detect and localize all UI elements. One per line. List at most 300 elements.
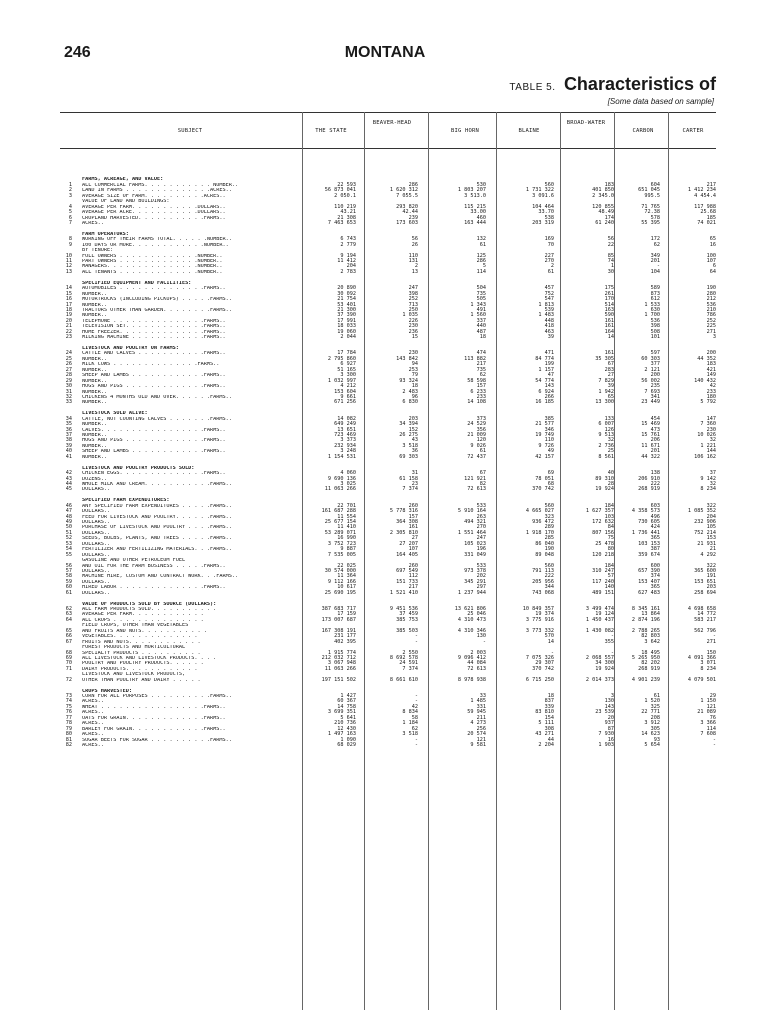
cell-value: 3 300	[340, 372, 356, 379]
cell-value: 463	[544, 328, 554, 335]
row-label: ALL COMMERCIAL FARMS. . . . . . . . . . . NUMBER..	[82, 182, 239, 188]
cell-value: 16	[607, 736, 614, 743]
cell-value: 1 035	[402, 312, 418, 319]
cell-value: 536	[650, 317, 660, 324]
cell-value: 2 204	[538, 741, 554, 748]
cell-value: 39	[607, 383, 614, 390]
cell-value: 217	[476, 361, 486, 368]
cell-value: 151 733	[396, 578, 418, 585]
cell-value: 61	[653, 693, 660, 699]
row-label: PART OWNERS . . . . . . . . . . . . .NUMBER..	[82, 259, 223, 264]
row-number: 54	[65, 546, 72, 553]
cell-value: 191	[706, 573, 716, 580]
cell-value: 172	[650, 236, 660, 243]
cell-value: 491	[476, 306, 486, 313]
cell-value: 590	[604, 312, 614, 319]
cell-value: 239	[408, 214, 418, 221]
cell-value: 837	[544, 698, 554, 705]
cell-value: 280	[706, 290, 716, 297]
cell-value: 120	[476, 437, 486, 444]
cell-value: 331	[476, 703, 486, 710]
row-number: 23	[65, 334, 72, 341]
cell-value: 212	[706, 296, 716, 303]
cell-value: 24 591	[399, 660, 418, 667]
cell-value: 260	[408, 502, 418, 509]
row-label: SPECIFIED FARM EXPENDITURES:	[82, 498, 170, 504]
cell-value: 76	[709, 714, 716, 721]
cell-value: 217	[408, 584, 418, 591]
cell-value: 649 249	[334, 421, 356, 428]
row-number: 79	[65, 725, 72, 732]
row-label: DOLLARS..	[82, 568, 111, 574]
cell-value: 23 539	[595, 709, 614, 716]
cell-value: 1 427	[340, 693, 356, 699]
cell-value: 197 151 502	[321, 676, 356, 683]
cell-value: 29	[709, 693, 716, 699]
cell-value: 1 150	[700, 698, 716, 705]
cell-value: 183	[706, 361, 716, 368]
cell-value: 59 945	[467, 709, 486, 716]
cell-value: 56 002	[641, 377, 660, 384]
cell-value: 1 700	[644, 312, 660, 319]
cell-value: 786	[706, 312, 716, 319]
cell-value: 82	[479, 480, 486, 487]
cell-value: 4 060	[340, 470, 356, 477]
cell-value: 247	[476, 535, 486, 542]
cell-value: 36	[411, 448, 418, 455]
cell-value: 325	[650, 703, 660, 710]
cell-value: 185	[706, 214, 716, 221]
cell-value: 13 300	[595, 399, 614, 406]
cell-value: 69	[547, 470, 554, 477]
cell-value: 374	[650, 573, 660, 580]
cell-value: 1 620 312	[389, 187, 418, 194]
cell-value: 126	[604, 426, 614, 433]
row-label: FIELD CROPS, OTHER THAN VEGETABLES	[82, 623, 189, 629]
cell-value: 43	[411, 437, 418, 444]
cell-value: 19 924	[595, 486, 614, 493]
cell-value: 8 234	[700, 665, 716, 672]
cell-value: 14 108	[467, 399, 486, 406]
row-label: DOLLARS..	[82, 509, 111, 515]
cell-value: 17 159	[337, 611, 356, 618]
cell-value: 536	[706, 301, 716, 308]
row-number: 51	[65, 529, 72, 536]
cell-value: 7 360	[700, 421, 716, 428]
column-header-bighorn: BIG HORN	[450, 128, 480, 134]
cell-value: 32	[607, 437, 614, 444]
row-number: 30	[65, 383, 72, 390]
cell-value: 1 090	[340, 736, 356, 743]
cell-value: 7 374	[402, 665, 418, 672]
cell-value: 4 310 346	[457, 627, 486, 634]
row-label: NUMBER..	[82, 356, 107, 362]
row-number: 42	[65, 470, 72, 477]
cell-value: 62	[653, 241, 660, 248]
cell-value: 3 499 474	[585, 606, 614, 612]
row-label: ALL FARM PRODUCTS SOLD. . . . . . . . . . .	[82, 607, 217, 612]
cell-value: 164	[604, 328, 614, 335]
cell-value: 120 218	[592, 551, 614, 558]
cell-value: 143	[604, 703, 614, 710]
cell-value: 252	[408, 296, 418, 303]
cell-value: 1	[610, 263, 614, 270]
cell-value: 570	[544, 633, 554, 640]
column-header-subject: SUBJECT	[177, 128, 203, 134]
row-number: 67	[65, 638, 72, 645]
cell-value: 55 395	[641, 219, 660, 226]
data-table-body	[60, 172, 716, 748]
row-number: 33	[65, 399, 72, 406]
row-label: NUMBER..	[82, 367, 107, 373]
cell-value: 752 214	[694, 529, 716, 536]
cell-value: 8 561	[598, 453, 614, 460]
cell-value: 34 394	[399, 421, 418, 428]
cell-value: 174	[604, 214, 614, 221]
cell-value: 1 430 082	[585, 627, 614, 634]
cell-value: 385 503	[396, 627, 418, 634]
cell-value: 28	[607, 480, 614, 487]
cell-value: 2 788 265	[631, 627, 660, 634]
cell-value: 23	[411, 480, 418, 487]
cell-value: 19 124	[595, 611, 614, 618]
row-label: DOLLARS..	[82, 530, 111, 536]
cell-value: 4 698 658	[687, 606, 716, 612]
cell-value: 232 906	[694, 519, 716, 525]
cell-value: 370 742	[532, 486, 554, 493]
cell-value: 4 310 473	[457, 616, 486, 623]
row-number: 52	[65, 535, 72, 542]
cell-value: 1 803 207	[457, 187, 486, 194]
cell-value: 130	[476, 633, 486, 640]
cell-value: -	[712, 741, 716, 748]
row-number: 56	[65, 562, 72, 569]
cell-value: 539	[544, 306, 554, 313]
cell-value: 230	[408, 323, 418, 330]
cell-value: 1 343	[470, 301, 486, 308]
row-label: NUMBER..	[82, 443, 107, 449]
row-label: CROPLAND HARVESTED. . . . . . . . . . .FARMS..	[82, 215, 226, 221]
cell-value: 256	[476, 725, 486, 732]
cell-value: 289	[544, 524, 554, 531]
cell-value: -	[656, 263, 660, 270]
cell-value: 3 071	[700, 660, 716, 667]
cell-value: 62	[411, 725, 418, 732]
cell-value: 365	[650, 584, 660, 591]
row-label: OATS FOR GRAIN. . . . . . . . . . . . .FARMS..	[82, 715, 226, 721]
cell-value: 117 240	[592, 578, 614, 585]
cell-value: 3 513.0	[464, 192, 486, 199]
cell-value: 199	[544, 361, 554, 368]
cell-value: 140 432	[694, 377, 716, 384]
cell-value: 34 300	[595, 660, 614, 667]
cell-value: 365 600	[694, 567, 716, 574]
cell-value: 402 395	[334, 638, 356, 645]
cell-value: 1 085 352	[687, 508, 716, 515]
cell-value: -	[414, 736, 418, 743]
row-number: 60	[65, 584, 72, 591]
row-label: TRACTORS OTHER THAN GARDEN. . . . . . . .FARMS..	[82, 307, 232, 313]
cell-value: 473	[650, 426, 660, 433]
row-number: 50	[65, 524, 72, 531]
cell-value: 19 749	[535, 432, 554, 438]
cell-value: 44 352	[697, 355, 716, 362]
cell-value: 271	[706, 328, 716, 335]
cell-value: 72 613	[467, 486, 486, 493]
row-label: VALUE OF LAND AND BUILDINGS:	[82, 199, 170, 205]
cell-value: 18	[479, 334, 486, 341]
cell-value: 173 603	[396, 219, 418, 226]
cell-value: 84 774	[535, 355, 554, 362]
cell-value: 100	[706, 252, 716, 259]
cell-value: 44 084	[467, 660, 486, 667]
cell-value: 25 478	[595, 540, 614, 547]
row-number: 12	[65, 263, 72, 270]
cell-value: 1 237 944	[457, 589, 486, 596]
cell-value: 54 774	[535, 377, 554, 384]
cell-value: 3 773 332	[525, 627, 554, 634]
row-number: 38	[65, 437, 72, 444]
cell-value: 286	[476, 258, 486, 264]
cell-value: 713	[408, 301, 418, 308]
cell-value: -	[610, 649, 614, 656]
cell-value: 1 412 234	[687, 187, 716, 194]
cell-value: 121	[706, 703, 716, 710]
cell-value: 53 401	[337, 301, 356, 308]
cell-value: 6 830	[402, 399, 418, 406]
cell-value: 72 613	[467, 665, 486, 672]
cell-value: -	[610, 633, 614, 640]
row-number: 75	[65, 703, 72, 710]
cell-value: 61	[547, 268, 554, 275]
cell-value: 78 051	[535, 475, 554, 482]
cell-value: 15 469	[641, 421, 660, 428]
row-number: 34	[65, 415, 72, 422]
cell-value: 104	[650, 268, 660, 275]
cell-value: 15	[411, 334, 418, 341]
row-label: TELEVISION SET. . . . . . . . . . . . .FARMS..	[82, 324, 226, 330]
cell-value: 5 778 316	[389, 508, 418, 515]
row-number: 7	[68, 219, 72, 226]
row-number: 21	[65, 323, 72, 330]
row-number: 37	[65, 432, 72, 438]
cell-value: 143	[544, 383, 554, 390]
cell-value: 227	[544, 252, 554, 259]
row-number: 22	[65, 328, 72, 335]
cell-value: 322	[706, 502, 716, 509]
cell-value: 21 577	[535, 421, 554, 428]
row-label: ANY SPECIFIED FARM EXPENDITURES . . . . .FARMS..	[82, 503, 232, 509]
row-label: AUTOMOBILES . . . . . . . . . . . . . .FARMS..	[82, 286, 226, 292]
row-number: 3	[68, 192, 72, 199]
row-label: NUMBER..	[82, 400, 107, 406]
row-label: AVERAGE SIZE OF FARM. . . . . . . . . .ACRES..	[82, 193, 226, 199]
cell-value: 163	[604, 306, 614, 313]
cell-value: 79	[411, 372, 418, 379]
cell-value: 1 731 322	[525, 187, 554, 194]
row-label: VEGETABLES. . . . . . . . . . . . . .	[82, 634, 198, 640]
cell-value: 268 919	[638, 665, 660, 672]
top-rule	[60, 112, 716, 113]
cell-value: 103	[604, 513, 614, 520]
row-number: 49	[65, 519, 72, 525]
cell-value: 21 308	[337, 214, 356, 221]
cell-value: 183	[604, 181, 614, 188]
cell-value: 101	[650, 334, 660, 341]
row-number: 80	[65, 731, 72, 738]
cell-value: 440	[476, 323, 486, 330]
cell-value: 341	[650, 393, 660, 400]
column-header-blaine: BLAINE	[518, 128, 540, 134]
cell-value: 48.49	[598, 209, 614, 216]
cell-value: 196	[476, 546, 486, 553]
row-label: PURCHASE OF LIVESTOCK AND POULTRY . . . .FARMS..	[82, 525, 232, 531]
cell-value: 2 345.0	[592, 192, 614, 199]
cell-value: 104 464	[532, 203, 554, 210]
cell-value: 29 307	[535, 660, 554, 667]
row-number: 14	[65, 285, 72, 292]
cell-value: 105 023	[464, 540, 486, 547]
row-label: ACRES..	[82, 710, 104, 716]
cell-value: 58	[411, 714, 418, 721]
row-number: 13	[65, 268, 72, 275]
cell-value: 258 694	[694, 589, 716, 596]
cell-value: 93	[653, 736, 660, 743]
cell-value: 3 518	[402, 442, 418, 449]
cell-value: 21 931	[697, 540, 716, 547]
cell-value: 22	[607, 241, 614, 248]
row-label: 100 DAYS OR MORE. . . . . . . . . . . .NUMBER..	[82, 242, 229, 248]
cell-value: 40	[607, 470, 614, 477]
row-number: 61	[65, 589, 72, 596]
cell-value: 385 753	[396, 616, 418, 623]
row-number: 66	[65, 633, 72, 640]
row-label: WHOLE MILK AND CREAM. . . . . . . . . . .FARMS..	[82, 481, 232, 487]
cell-value: 398	[408, 290, 418, 297]
cell-value: 65	[607, 393, 614, 400]
row-label: NUMBER..	[82, 313, 107, 319]
cell-value: 11 364	[337, 573, 356, 580]
cell-value: 17 784	[337, 350, 356, 357]
cell-value: 322	[706, 562, 716, 569]
cell-value: 53 289 071	[324, 529, 356, 536]
cell-value: 203	[408, 415, 418, 422]
cell-value: 72 437	[467, 453, 486, 460]
cell-value: 25.68	[700, 209, 716, 216]
cell-value: 68	[547, 480, 554, 487]
cell-value: 8 978 938	[457, 676, 486, 683]
row-label: AVERAGE PER FARM. . . . . . . . . . . .	[82, 612, 204, 618]
cell-value: 6 007	[598, 421, 614, 428]
row-label: ALL CROPS . . . . . . . . . . . . . . .	[82, 617, 204, 623]
cell-value: 56	[607, 236, 614, 243]
cell-value: 7 075 326	[525, 654, 554, 661]
cell-value: 2 779	[340, 241, 356, 248]
cell-value: 13 651	[337, 426, 356, 433]
row-label: GASOLINE AND OTHER PETROLEUM FUEL	[82, 558, 186, 564]
cell-value: 74	[607, 258, 614, 264]
cell-value: 167 308 191	[321, 627, 356, 634]
cell-value: 285	[544, 535, 554, 542]
cell-value: 8 234	[700, 486, 716, 493]
cell-value: 33.00	[470, 209, 486, 216]
cell-value: 7 608	[700, 731, 716, 738]
cell-value: 25 046	[467, 611, 486, 618]
column-header-state: THE STATE	[315, 128, 347, 134]
cell-value: 514	[604, 301, 614, 308]
cell-value: 202	[476, 573, 486, 580]
cell-value: -	[414, 638, 418, 645]
row-number: 39	[65, 442, 72, 449]
cell-value: 270	[476, 524, 486, 531]
row-label: HOGS AND PIGS . . . . . . . . . . . . .FARMS..	[82, 438, 226, 444]
cell-value: 1 533	[644, 301, 660, 308]
cell-value: 103 153	[638, 540, 660, 547]
cell-value: 25	[607, 448, 614, 455]
cell-value: 8 661 610	[389, 676, 418, 683]
cell-value: 3 067 948	[327, 660, 356, 667]
row-number: 65	[65, 627, 72, 634]
cell-value: 735	[476, 290, 486, 297]
cell-value: 5 654	[644, 741, 660, 748]
cell-value: 1 157	[538, 366, 554, 373]
cell-value: 19 924	[595, 665, 614, 672]
cell-value: 10 849 357	[522, 606, 554, 612]
cell-value: 1 942	[598, 388, 614, 395]
cell-value: 286	[408, 181, 418, 188]
cell-value: 70	[547, 241, 554, 248]
cell-value: 2 305 810	[389, 529, 418, 536]
cell-value: 349	[650, 252, 660, 259]
cell-value: 7 463 653	[327, 219, 356, 226]
row-label: FARMS, ACREAGE, AND VALUE:	[82, 177, 164, 183]
row-number: 64	[65, 616, 72, 623]
cell-value: 42	[709, 383, 716, 390]
cell-value: 18	[547, 693, 554, 699]
cell-value: 562 796	[694, 627, 716, 634]
cell-value: 1 184	[402, 720, 418, 727]
cell-value: 2 044	[340, 334, 356, 341]
row-number: 72	[65, 676, 72, 683]
cell-value: 1 918 170	[525, 529, 554, 536]
cell-value: 283	[604, 366, 614, 373]
row-label: DOLLARS..	[82, 487, 111, 493]
row-number: 27	[65, 366, 72, 373]
cell-value: 2 550	[402, 649, 418, 656]
row-number: 24	[65, 350, 72, 357]
row-number: 46	[65, 502, 72, 509]
cell-value: 305	[650, 725, 660, 732]
cell-value: 35 305	[595, 355, 614, 362]
cell-value: 27	[411, 535, 418, 542]
cell-value: 138	[650, 470, 660, 477]
cell-value: 530	[476, 181, 486, 188]
row-label: DOLLARS..	[82, 541, 111, 547]
row-label: BY TENURE:	[82, 248, 114, 254]
cell-value: 454	[650, 415, 660, 422]
cell-value: 96	[411, 393, 418, 400]
cell-value: 1 032 997	[327, 377, 356, 384]
cell-value: 504	[476, 285, 486, 292]
cell-value: 152	[408, 426, 418, 433]
cell-value: 6 715 250	[525, 676, 554, 683]
cell-value: 14 623	[641, 731, 660, 738]
cell-value: 67	[479, 470, 486, 477]
cell-value: 370 742	[532, 665, 554, 672]
cell-value: 4 273	[470, 720, 486, 727]
cell-value: 3	[712, 334, 716, 341]
cell-value: 133	[604, 415, 614, 422]
